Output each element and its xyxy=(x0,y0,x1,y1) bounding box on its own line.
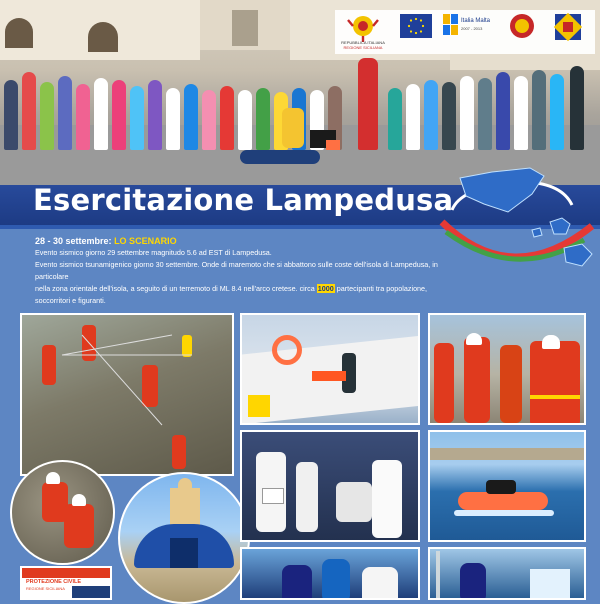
scenario-heading xyxy=(35,235,445,247)
photo-rescuers-bottom xyxy=(240,547,420,600)
photo-church-tent xyxy=(118,472,250,604)
scenario-text xyxy=(35,235,445,307)
logo-caption: REPUBBLICA ITALIANA xyxy=(341,40,385,45)
department-logo-icon xyxy=(555,14,581,40)
banner-text: PROTEZIONE CIVILE xyxy=(26,579,82,585)
page-title: Esercitazione Lampedusa xyxy=(33,183,454,217)
regione-siciliana-logo xyxy=(341,14,385,50)
scenario-line xyxy=(35,283,445,307)
photo-rescue-boat xyxy=(428,430,586,542)
photo-cliff-rescue xyxy=(20,313,234,476)
photo-ship-rescue xyxy=(240,313,420,425)
photo-diver-rescue xyxy=(428,547,586,600)
scenario-line-text: partecipanti tra popolazione, soccorritori e figuranti. xyxy=(35,284,428,305)
logo-caption: Italia Malta xyxy=(461,18,491,24)
logo-caption: REGIONE SICILIANA xyxy=(343,45,383,50)
italia-malta-logo xyxy=(443,14,491,40)
eu-flag-icon xyxy=(400,14,432,38)
photo-rope-rescuers xyxy=(10,460,115,565)
scenario-line: Evento sismico giorno 29 settembre magnitudo 5.6 ad EST di Lampedusa. xyxy=(35,248,272,257)
scenario-line: Evento sismico tsunamigenico giorno 30 settembre. Onde di maremoto che si abbattono sulle coste dell'isola di Lampedusa, in particolare xyxy=(35,260,438,281)
participants-count: 1000 xyxy=(317,284,334,293)
scenario-label: LO SCENARIO xyxy=(114,236,177,246)
civil-protection-seal-icon xyxy=(510,14,534,38)
sponsor-logos xyxy=(335,10,595,54)
sicily-map-graphic xyxy=(432,160,600,280)
scenario-line-text: nella zona orientale dell'isola, a seguito di un terremoto di ML 8.4 nell'arco cretese. circa xyxy=(35,284,315,293)
scenario-dates: 28 - 30 settembre: xyxy=(35,236,112,246)
banner-subtext: REGIONE SICILIANA xyxy=(26,586,65,591)
photo-rescue-team xyxy=(428,313,586,425)
logo-caption: 2007 - 2013 xyxy=(461,26,483,31)
photo-field-hospital xyxy=(240,430,420,542)
photo-civil-protection-banner xyxy=(20,566,112,600)
